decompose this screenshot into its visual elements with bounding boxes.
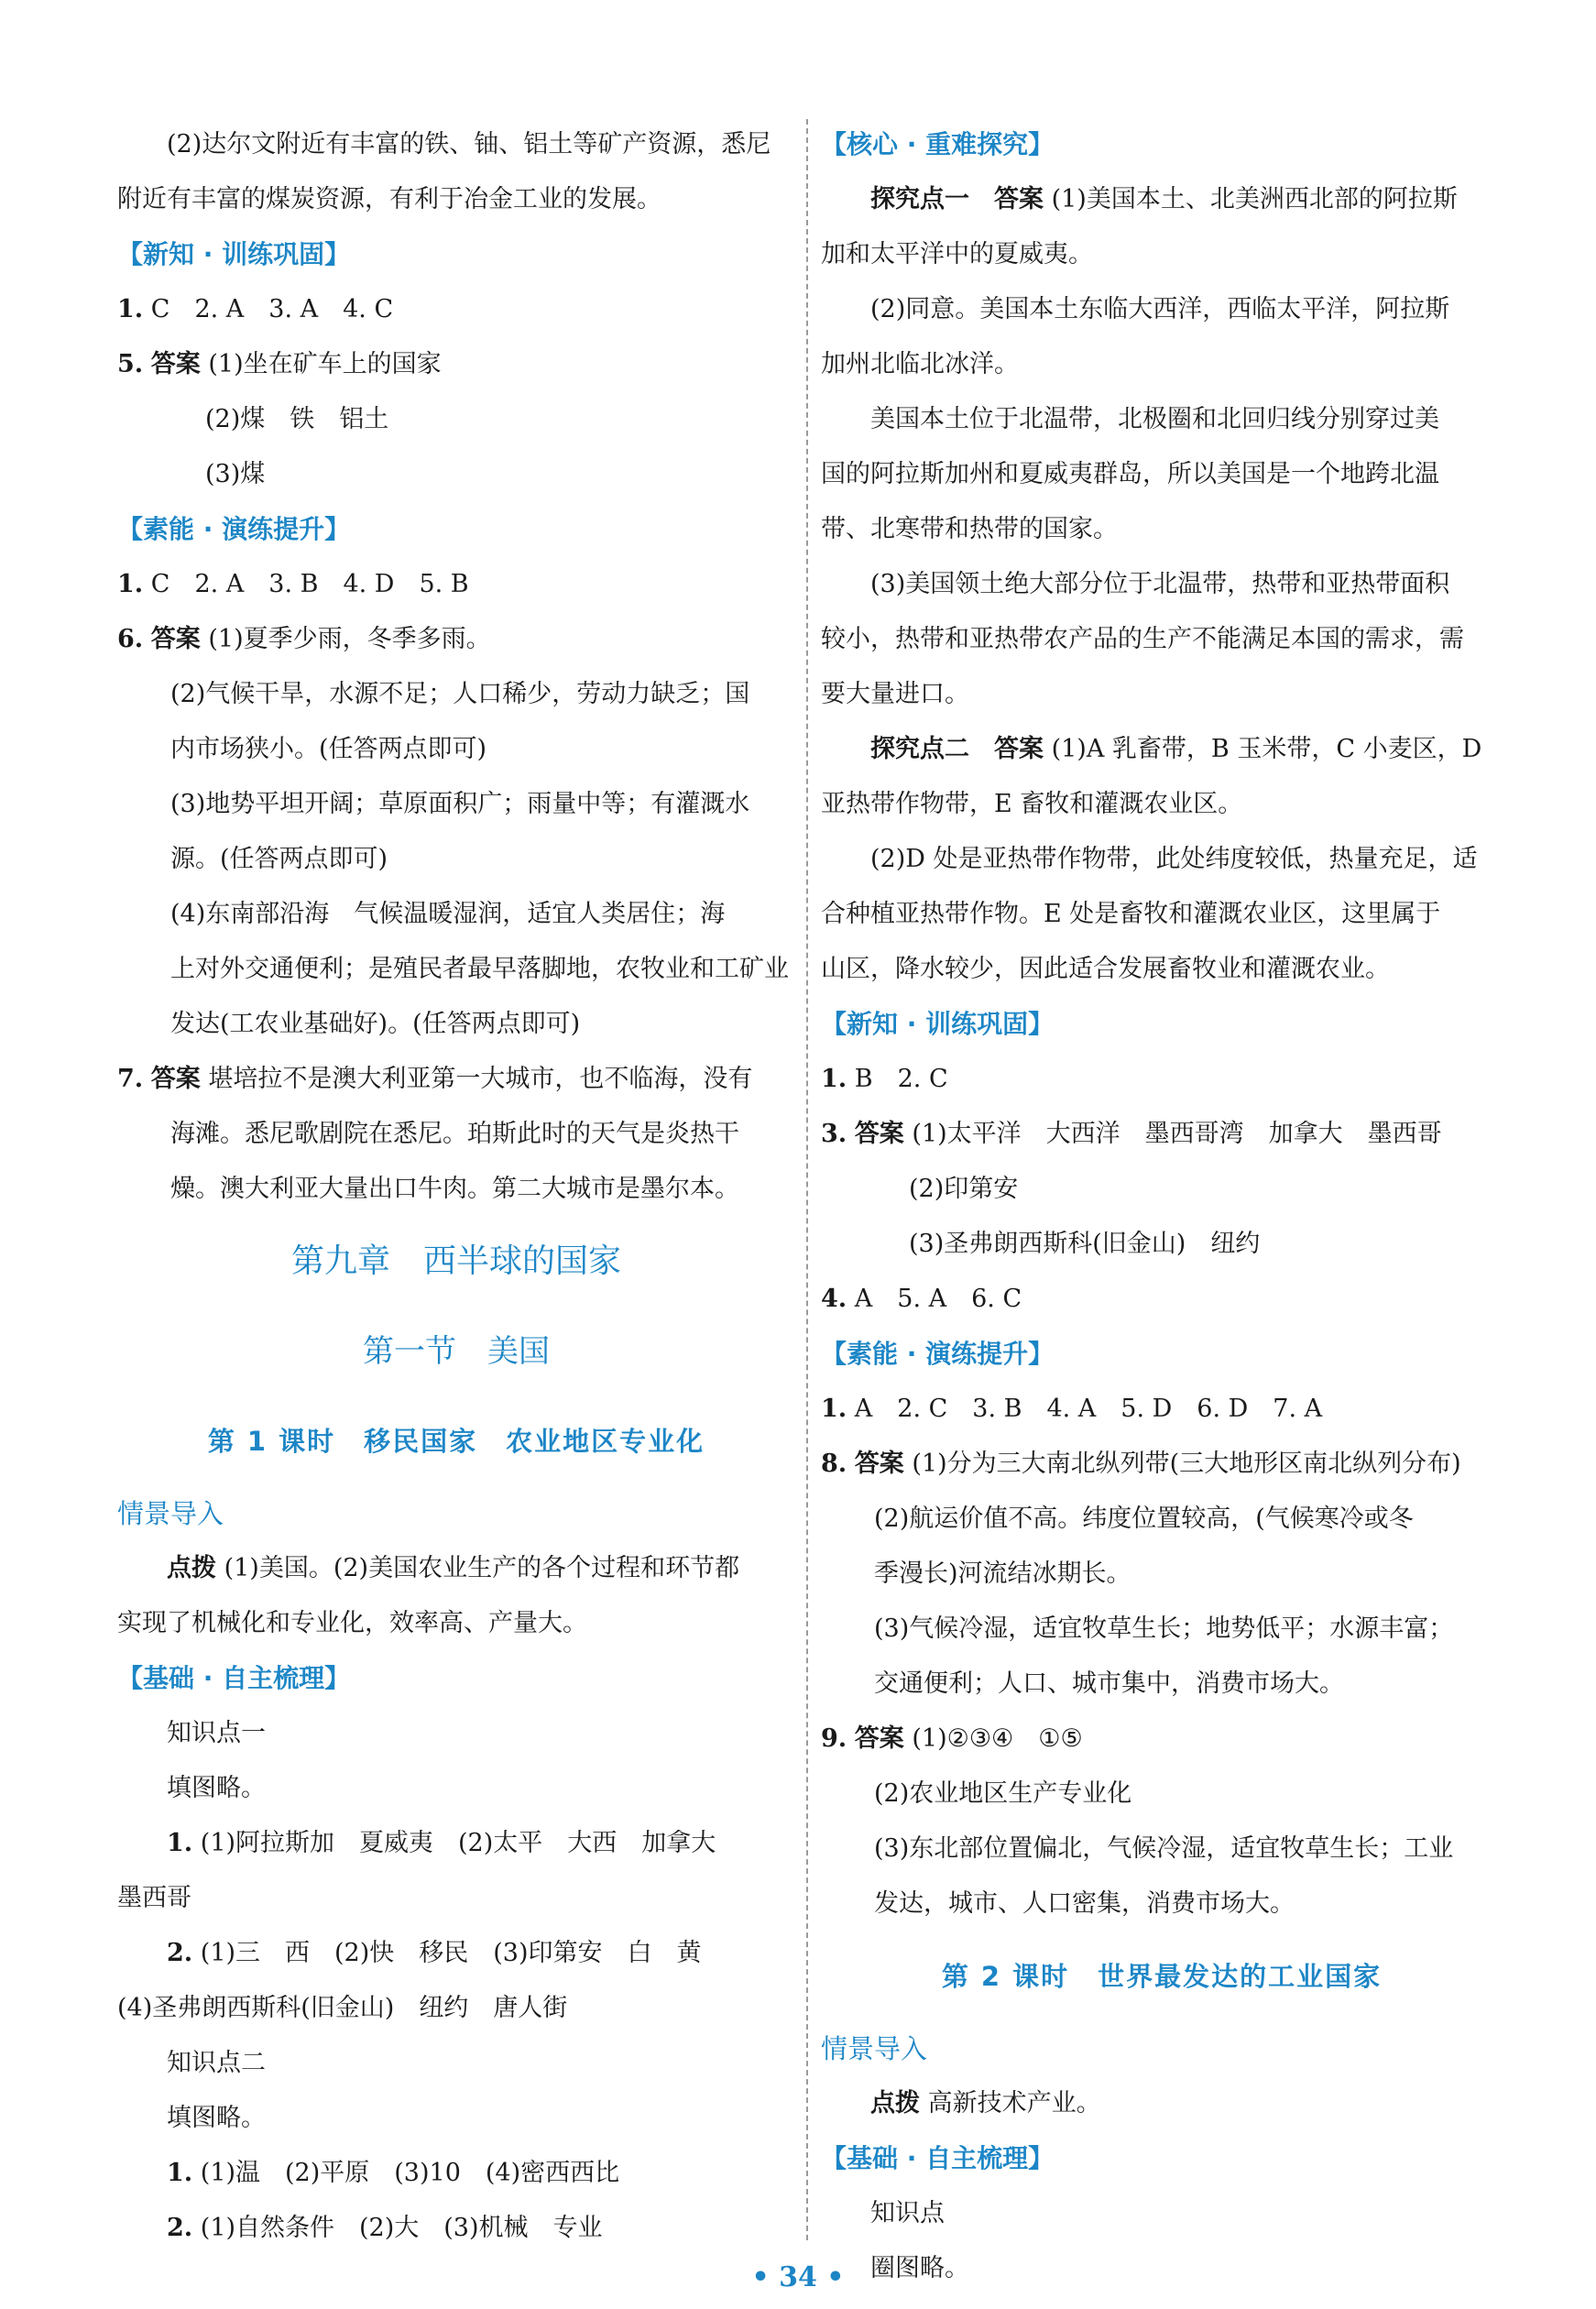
tag-heading: 【核心 · 重难探究】 — [821, 129, 1055, 159]
text-line — [821, 667, 1503, 722]
line-content: 海滩。悉尼歌剧院在悉尼。珀斯此时的天气是炎热干 — [170, 1120, 739, 1148]
line-content: (3)煤 — [205, 460, 266, 488]
text-line — [821, 1712, 1503, 1767]
tag-heading: 【素能 · 演练提升】 — [117, 514, 351, 544]
text-line — [117, 887, 795, 942]
question-number: 9. — [821, 1724, 847, 1753]
text-line — [117, 612, 795, 667]
text-line — [821, 1657, 1503, 1712]
text-line — [821, 1107, 1503, 1162]
line-content: (4)东南部沿海 气候温暖湿润，适宜人类居住；海 — [170, 900, 726, 928]
text-line — [821, 722, 1503, 777]
line-content: 较小，热带和亚热带农产品的生产不能满足本国的需求，需 — [821, 625, 1464, 653]
question-number: 1. — [821, 1065, 847, 1093]
text-line — [117, 1596, 795, 1651]
line-content: (1)三 西 (2)快 移民 (3)印第安 白 黄 — [200, 1939, 702, 1967]
text-line — [117, 997, 795, 1052]
question-number: 2. — [167, 1939, 193, 1967]
text-line — [117, 557, 795, 612]
line-content: 知识点二 — [167, 2049, 266, 2077]
text-line — [117, 447, 795, 502]
line-content: 季漫长)河流结冰期长。 — [874, 1559, 1131, 1588]
text-line — [821, 1492, 1503, 1547]
question-number: 1. — [167, 2159, 193, 2187]
line-content: (2)达尔文附近有丰富的铁、铀、铝土等矿产资源，悉尼 — [167, 130, 771, 159]
line-content: 山区，降水较少，因此适合发展畜牧业和灌溉农业。 — [821, 955, 1390, 983]
line-content: B 2. C — [854, 1065, 948, 1093]
line-content: 附近有丰富的煤炭资源，有利于冶金工业的发展。 — [117, 185, 661, 213]
line-content: 加和太平洋中的夏威夷。 — [821, 240, 1093, 268]
question-number: 1. — [117, 295, 144, 323]
line-content: (1)坐在矿车上的国家 — [208, 350, 442, 378]
line-content: A 2. C 3. B 4. A 5. D 6. D 7. A — [854, 1395, 1323, 1423]
text-line — [821, 1822, 1503, 1877]
line-content: 带、北寒带和热带的国家。 — [821, 515, 1118, 543]
plain-heading: 情景导入 — [117, 1498, 224, 1529]
line-content: 美国本土位于北温带，北极圈和北回归线分别穿过美 — [870, 405, 1439, 433]
line-content: (1)分为三大南北纵列带(三大地形区南北纵列分布) — [912, 1450, 1461, 1478]
line-content: (1)阿拉斯加 夏威夷 (2)太平 大西 加拿大 — [200, 1829, 716, 1857]
text-line — [117, 117, 795, 172]
line-content: 高新技术产业。 — [927, 2089, 1101, 2117]
text-line — [117, 942, 795, 997]
line-content: 实现了机械化和专业化，效率高、产量大。 — [117, 1609, 587, 1637]
line-content: (1)②③④ ①⑤ — [912, 1724, 1083, 1753]
question-number: 8. — [821, 1450, 847, 1478]
text-line — [117, 282, 795, 337]
line-content: (1)温 (2)平原 (3)10 (4)密西西比 — [200, 2159, 620, 2187]
line-content: (3)美国领土绝大部分位于北温带，热带和亚热带面积 — [870, 570, 1450, 598]
text-line — [117, 722, 795, 777]
text-line — [821, 1547, 1503, 1602]
line-content: (1)太平洋 大西洋 墨西哥湾 加拿大 墨西哥 — [912, 1120, 1442, 1148]
text-line — [117, 1541, 795, 1596]
line-content: 合种植亚热带作物。E 处是畜牧和灌溉农业区，这里属于 — [821, 900, 1441, 928]
text-line — [117, 1761, 795, 1816]
line-content: 源。(任答两点即可) — [170, 845, 388, 873]
text-line — [821, 1272, 1503, 1327]
page-number: • 34 • — [751, 2261, 845, 2293]
answer-keyword: 答案 — [150, 1065, 201, 1093]
text-line — [821, 1437, 1503, 1492]
text-line — [821, 2076, 1503, 2131]
line-content: 发达(工农业基础好)。(任答两点即可) — [170, 1010, 581, 1038]
text-line — [821, 557, 1503, 612]
line-content: 亚热带作物带，E 畜牧和灌溉农业区。 — [821, 790, 1243, 818]
text-line — [821, 777, 1503, 832]
line-content: 墨西哥 — [117, 1884, 191, 1912]
text-line — [821, 337, 1503, 392]
text-line — [117, 1162, 795, 1217]
line-content: 国的阿拉斯加州和夏威夷群岛，所以美国是一个地跨北温 — [821, 460, 1439, 488]
text-line — [821, 612, 1503, 667]
text-line — [117, 2201, 795, 2256]
line-content: (1)A 乳畜带，B 玉米带，C 小麦区，D — [1051, 735, 1482, 763]
line-content: 圈图略。 — [870, 2254, 969, 2282]
text-line — [821, 1382, 1503, 1437]
tag-heading: 【素能 · 演练提升】 — [821, 1339, 1055, 1369]
text-line — [117, 1107, 795, 1162]
line-content: (2)气候干旱，水源不足；人口稀少，劳动力缺乏；国 — [170, 680, 750, 708]
answer-keyword: 答案 — [854, 1724, 904, 1753]
question-number: 1. — [117, 570, 144, 598]
tag-heading: 【新知 · 训练巩固】 — [117, 239, 351, 269]
text-line — [821, 227, 1503, 282]
line-content: 燥。澳大利亚大量出口牛肉。第二大城市是墨尔本。 — [170, 1175, 739, 1203]
line-content: 交通便利；人口、城市集中，消费市场大。 — [874, 1669, 1344, 1698]
line-content: (2)D 处是亚热带作物带，此处纬度较低，热量充足，适 — [870, 845, 1478, 873]
line-content: 要大量进口。 — [821, 680, 969, 708]
answer-keyword: 点拨 — [167, 1554, 216, 1582]
tag-heading: 【基础 · 自主梳理】 — [821, 2143, 1055, 2173]
text-line — [821, 887, 1503, 942]
text-line — [821, 392, 1503, 447]
text-line — [821, 502, 1503, 557]
line-content: (2)航运价值不高。纬度位置较高，(气候寒冷或冬 — [874, 1505, 1414, 1533]
line-content: (3)地势平坦开阔；草原面积广；雨量中等；有灌溉水 — [170, 790, 750, 818]
section-heading: 第一节 美国 — [363, 1333, 550, 1370]
text-line — [821, 1052, 1503, 1107]
text-line — [117, 1981, 795, 2036]
answer-keyword: 点拨 — [870, 2089, 920, 2117]
text-line — [821, 942, 1503, 997]
right-column — [821, 117, 1503, 2296]
text-line — [117, 392, 795, 447]
answer-keyword: 答案 — [854, 1450, 904, 1478]
text-line — [117, 667, 795, 722]
line-content: (1)夏季少雨，冬季多雨。 — [208, 625, 491, 653]
text-line — [821, 1162, 1503, 1217]
question-number: 4. — [821, 1285, 847, 1313]
text-line — [117, 1816, 795, 1871]
answer-keyword: 答案 — [854, 1120, 904, 1148]
text-line — [117, 1706, 795, 1761]
column-divider — [806, 119, 808, 2240]
text-line — [117, 2036, 795, 2091]
text-line — [117, 2146, 795, 2201]
line-content: A 5. A 6. C — [854, 1285, 1022, 1313]
tag-heading: 【新知 · 训练巩固】 — [821, 1009, 1055, 1039]
text-line — [117, 1926, 795, 1981]
text-line — [821, 2186, 1503, 2241]
lesson-heading: 第 2 课时 世界最发达的工业国家 — [941, 1961, 1383, 1992]
text-line — [117, 1871, 795, 1926]
text-line — [117, 832, 795, 887]
line-content: 内市场狭小。(任答两点即可) — [170, 735, 487, 763]
line-content: (3)气候冷湿，适宜牧草生长；地势低平；水源丰富； — [874, 1614, 1454, 1643]
text-line — [821, 1217, 1503, 1272]
answer-keyword: 答案 — [150, 350, 201, 378]
line-content: (1)自然条件 (2)大 (3)机械 专业 — [200, 2214, 603, 2242]
text-line — [821, 172, 1503, 227]
line-content: (1)美国本土、北美洲西北部的阿拉斯 — [1051, 185, 1458, 213]
left-column — [117, 117, 795, 2256]
question-number: 7. — [117, 1065, 144, 1093]
line-content: 加州北临北冰洋。 — [821, 350, 1019, 378]
question-number: 1. — [821, 1395, 847, 1423]
question-number: 1. — [167, 1829, 193, 1857]
line-content: (2)煤 铁 铝土 — [205, 405, 389, 433]
line-content: 知识点一 — [167, 1719, 266, 1747]
line-content: 填图略。 — [167, 2104, 266, 2132]
text-line — [821, 1602, 1503, 1657]
line-content: (2)农业地区生产专业化 — [874, 1779, 1132, 1808]
lesson-heading: 第 1 课时 移民国家 农业地区专业化 — [207, 1426, 705, 1457]
text-line — [821, 832, 1503, 887]
plain-heading: 情景导入 — [821, 2033, 928, 2064]
answer-keyword: 探究点一 答案 — [870, 185, 1044, 213]
text-line — [117, 2091, 795, 2146]
chapter-heading: 第九章 西半球的国家 — [290, 1242, 621, 1280]
text-line — [117, 777, 795, 832]
tag-heading: 【基础 · 自主梳理】 — [117, 1663, 351, 1693]
line-content: (4)圣弗朗西斯科(旧金山) 纽约 唐人街 — [117, 1994, 568, 2022]
line-content: (1)美国。(2)美国农业生产的各个过程和环节都 — [224, 1554, 740, 1582]
answer-keyword: 答案 — [150, 625, 201, 653]
line-content: 填图略。 — [167, 1774, 266, 1802]
line-content: 上对外交通便利；是殖民者最早落脚地，农牧业和工矿业 — [170, 955, 789, 983]
line-content: (2)同意。美国本土东临大西洋，西临太平洋，阿拉斯 — [870, 295, 1450, 323]
text-line — [821, 1877, 1503, 1931]
question-number: 3. — [821, 1120, 847, 1148]
line-content: (3)圣弗朗西斯科(旧金山) 纽约 — [909, 1230, 1261, 1258]
text-line — [117, 172, 795, 227]
line-content: 发达，城市、人口密集，消费市场大。 — [874, 1889, 1295, 1918]
line-content: C 2. A 3. B 4. D 5. B — [150, 570, 469, 598]
text-line — [117, 1052, 795, 1107]
answer-keyword: 探究点二 答案 — [870, 735, 1044, 763]
question-number: 2. — [167, 2214, 193, 2242]
line-content: 知识点 — [870, 2199, 945, 2227]
question-number: 5. — [117, 350, 144, 378]
line-content: (2)印第安 — [909, 1175, 1019, 1203]
question-number: 6. — [117, 625, 144, 653]
text-line — [821, 282, 1503, 337]
line-content: (3)东北部位置偏北，气候冷湿，适宜牧草生长；工业 — [874, 1834, 1454, 1863]
line-content: 堪培拉不是澳大利亚第一大城市，也不临海，没有 — [208, 1065, 753, 1093]
text-line — [821, 1767, 1503, 1822]
text-line — [821, 447, 1503, 502]
line-content: C 2. A 3. A 4. C — [150, 295, 394, 323]
text-line — [117, 337, 795, 392]
